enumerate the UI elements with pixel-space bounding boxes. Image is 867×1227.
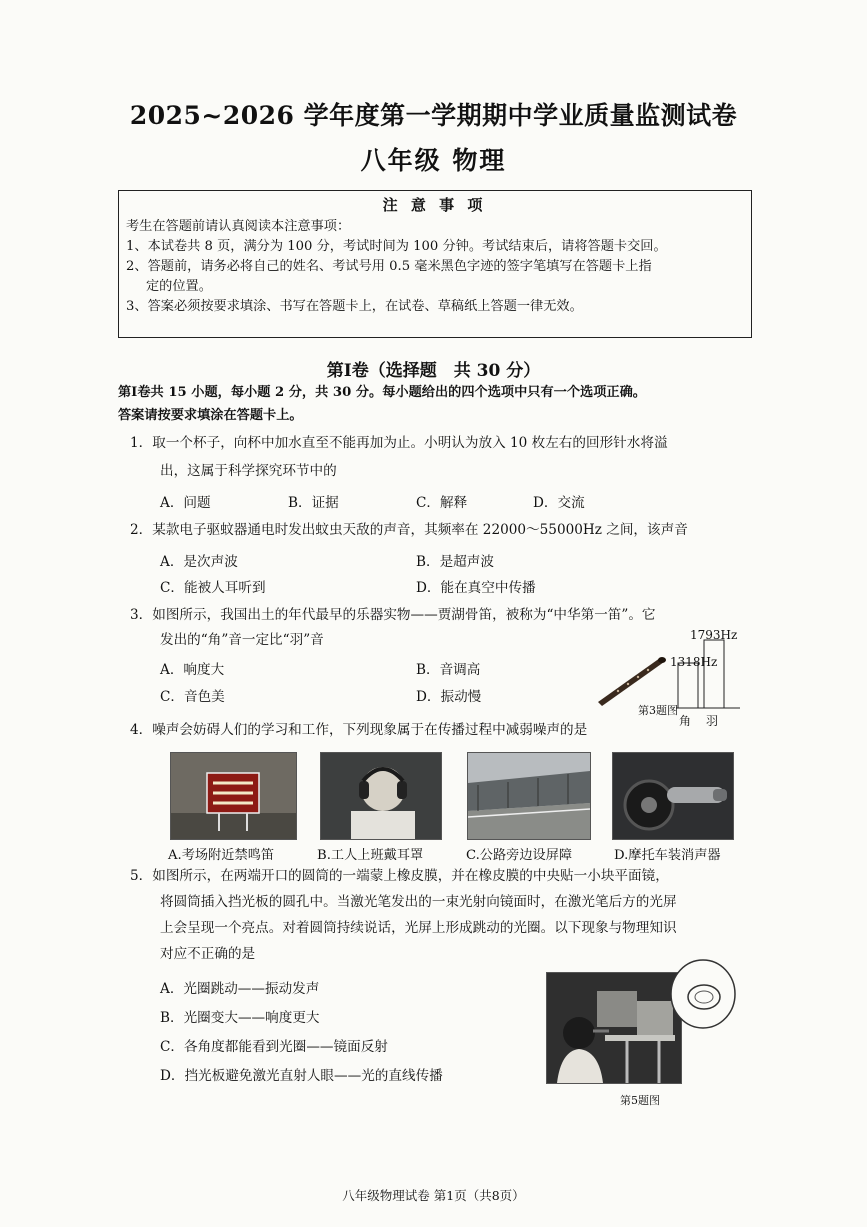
notice-item-2: 2、答题前，请务必将自己的姓名、考试号用 0.5 毫米黑色字迹的签字笔填写在答题卡上指 xyxy=(126,259,652,274)
q2-option-a: A．是次声波 xyxy=(160,554,238,570)
section-desc-1: 第Ⅰ卷共 15 小题，每小题 2 分，共 30 分。每小题给出的四个选项中只有一个选项正确。 xyxy=(118,385,646,400)
q4-stem: 4．噪声会妨碍人们的学习和工作，下列现象属于在传播过程中减弱噪声的是 xyxy=(130,722,588,738)
q3-stem-2: 发出的“角”音一定比“羽”音 xyxy=(160,632,324,648)
q2-option-d: D．能在真空中传播 xyxy=(416,580,536,596)
exam-title: 2025~2026 学年度第一学期期中学业质量监测试卷 xyxy=(129,101,738,130)
q5-stem-4: 对应不正确的是 xyxy=(160,946,256,962)
q1-stem-1: 1．取一个杯子，向杯中加水直至不能再加为止。小明认为放入 10 枚左右的回形针水将溢 xyxy=(130,435,668,451)
q4-photo-a xyxy=(170,752,297,840)
q5-light-ring-inset xyxy=(668,957,738,1032)
q1-option-d: D．交流 xyxy=(533,495,585,511)
q2-option-c: C．能被人耳听到 xyxy=(160,580,266,596)
bone-flute-image xyxy=(598,657,666,706)
q5-figure-caption: 第5题图 xyxy=(620,1094,660,1107)
q3-option-a: A．响度大 xyxy=(160,662,225,678)
q4-caption-d: D.摩托车装消声器 xyxy=(614,848,721,863)
q5-option-b: B．光圈变大——响度更大 xyxy=(160,1010,320,1026)
notice-intro: 考生在答题前请认真阅读本注意事项： xyxy=(126,219,351,234)
laser-experiment-image xyxy=(547,973,681,1083)
q3-freq-high-label: 1793Hz xyxy=(690,628,738,642)
q1-option-b: B．证据 xyxy=(288,495,339,511)
q2-stem: 2．某款电子驱蚊器通电时发出蚊虫天敌的声音，其频率在 22000～55000Hz 之间，该声音 xyxy=(130,522,688,538)
worker-earmuffs-image xyxy=(321,753,441,839)
road-barrier-image xyxy=(468,753,590,839)
q3-option-b: B．音调高 xyxy=(416,662,481,678)
page-footer: 八年级物理试卷 第1页（共8页） xyxy=(342,1188,525,1203)
q4-caption-c: C.公路旁边设屏障 xyxy=(466,848,573,863)
q3-bar-label-yu: 羽 xyxy=(706,714,719,728)
q5-stem-2: 将圆筒插入挡光板的圆孔中。当激光笔发出的一束光射向镜面时，在激光笔后方的光屏 xyxy=(160,894,677,910)
q4-caption-a: A.考场附近禁鸣笛 xyxy=(168,848,275,863)
bar-jiao xyxy=(678,663,698,708)
q4-photo-b xyxy=(320,752,442,840)
exam-subtitle: 八年级 物理 xyxy=(360,146,507,175)
notice-item-3: 3、答案必须按要求填涂、书写在答题卡上，在试卷、草稿纸上答题一律无效。 xyxy=(126,299,583,314)
notice-item-1: 1、本试卷共 8 页，满分为 100 分，考试时间为 100 分钟。考试结束后，请将答题卡交回。 xyxy=(126,239,667,254)
notice-item-2-cont: 定的位置。 xyxy=(146,279,212,294)
notice-heading: 注 意 事 项 xyxy=(382,196,487,214)
q3-option-c: C．音色美 xyxy=(160,689,225,705)
q1-stem-2: 出，这属于科学探究环节中的 xyxy=(160,463,337,479)
q3-option-d: D．振动慢 xyxy=(416,689,482,705)
q3-figure-caption: 第3题图 xyxy=(638,704,678,717)
q1-option-c: C．解释 xyxy=(416,495,468,511)
q4-caption-b: B.工人上班戴耳罩 xyxy=(317,848,424,863)
q1-option-a: A．问题 xyxy=(160,495,211,511)
q5-stem-1: 5．如图所示，在两端开口的圆筒的一端蒙上橡皮膜，并在橡皮膜的中央贴一小块平面镜， xyxy=(130,868,669,884)
q5-option-d: D．挡光板避免激光直射人眼——光的直线传播 xyxy=(160,1068,443,1084)
notice-box xyxy=(118,190,752,338)
q5-stem-3: 上会呈现一个亮点。对着圆筒持续说话，光屏上形成跳动的光圈。以下现象与物理知识 xyxy=(160,920,677,936)
q3-freq-low-label: 1318Hz xyxy=(670,655,718,669)
section-desc-2: 答案请按要求填涂在答题卡上。 xyxy=(118,408,303,423)
q2-option-b: B．是超声波 xyxy=(416,554,494,570)
q3-stem-1: 3．如图所示，我国出土的年代最早的乐器实物——贾湖骨笛，被称为“中华第一笛”。它 xyxy=(130,607,656,623)
q4-photo-d xyxy=(612,752,734,840)
q5-option-a: A．光圈跳动——振动发声 xyxy=(160,981,320,997)
frequency-bars xyxy=(676,640,740,708)
section-title: 第Ⅰ卷（选择题 共 30 分） xyxy=(326,361,541,381)
bar-yu xyxy=(704,640,724,708)
q5-option-c: C．各角度都能看到光圈——镜面反射 xyxy=(160,1039,388,1055)
q3-bar-label-jiao: 角 xyxy=(679,714,692,728)
q5-photo xyxy=(546,972,682,1084)
no-honking-sign-image xyxy=(171,753,296,839)
q4-photo-c xyxy=(467,752,591,840)
motorcycle-muffler-image xyxy=(613,753,733,839)
